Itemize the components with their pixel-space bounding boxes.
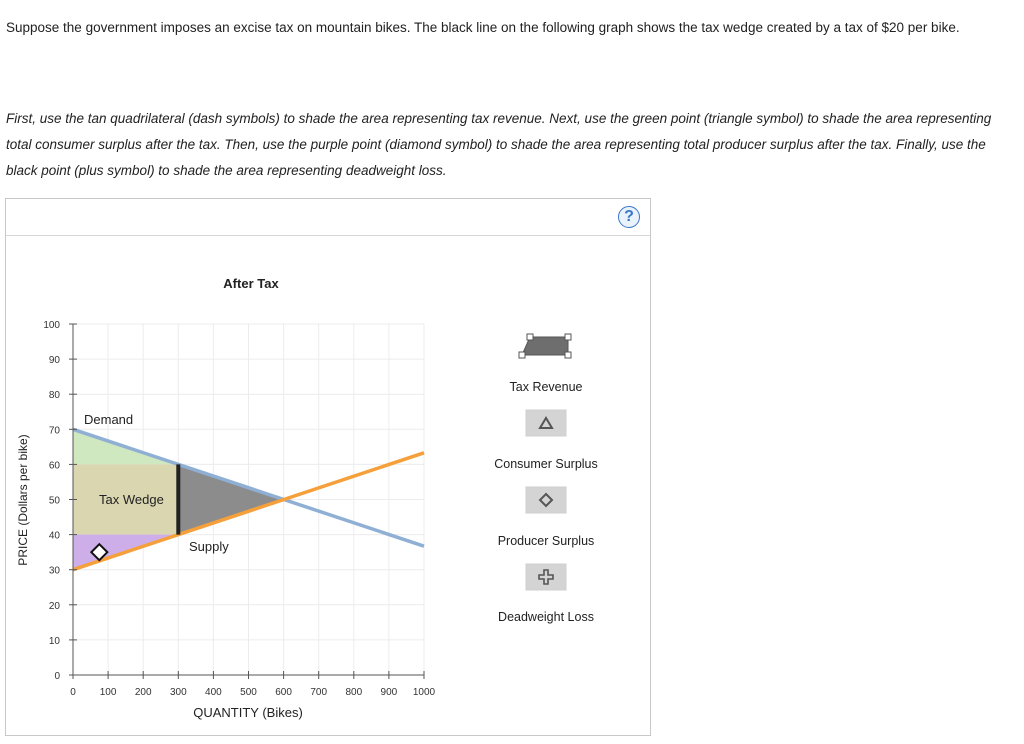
tool-producer-surplus[interactable] <box>498 487 595 548</box>
tool-label: Deadweight Loss <box>498 610 594 624</box>
tool-deadweight-loss[interactable] <box>498 564 594 624</box>
tool-label: Consumer Surplus <box>494 457 598 471</box>
vertex-handle-icon <box>565 352 571 358</box>
help-button[interactable]: ? <box>618 206 640 228</box>
tax-wedge-label: Tax Wedge <box>99 492 164 507</box>
tool-button-background <box>526 564 566 590</box>
x-tick-label: 1000 <box>412 687 436 698</box>
vertex-handle-icon <box>519 352 525 358</box>
y-tick-label: 50 <box>48 495 60 507</box>
tool-label: Producer Surplus <box>497 534 595 548</box>
tool-tax-revenue[interactable] <box>510 334 583 394</box>
x-axis-label: QUANTITY (Bikes) <box>193 705 303 720</box>
y-tick-label: 0 <box>54 671 60 682</box>
demand-label: Demand <box>84 412 134 427</box>
y-tick-label: 60 <box>48 460 60 472</box>
x-tick-label: 100 <box>99 687 117 698</box>
y-tick-label: 70 <box>48 425 60 437</box>
y-tick-label: 90 <box>48 355 60 367</box>
y-tick-label: 80 <box>48 390 60 402</box>
x-tick-label: 400 <box>205 687 222 698</box>
x-tick-label: 800 <box>345 687 363 698</box>
x-tick-label: 500 <box>240 687 257 698</box>
graph-canvas[interactable] <box>6 199 650 735</box>
y-tick-label: 100 <box>43 320 60 331</box>
x-tick-label: 200 <box>134 687 152 698</box>
deadweight-loss-area <box>178 464 283 534</box>
y-axis-label: PRICE (Dollars per bike) <box>16 434 30 566</box>
y-tick-label: 10 <box>48 635 60 647</box>
x-tick-label: 900 <box>380 687 398 698</box>
x-tick-label: 300 <box>169 687 187 698</box>
intro-text: Suppose the government imposes an excise tax on mountain bikes. The black line on the following graph shows the tax wedge created by a tax of $20 per bike. <box>6 20 960 35</box>
tool-label: Tax Revenue <box>509 380 583 394</box>
tool-palette <box>494 334 598 624</box>
tool-button-background <box>526 410 566 436</box>
chart-title: After Tax <box>223 276 279 291</box>
vertex-handle-icon <box>565 334 571 340</box>
tool-consumer-surplus[interactable] <box>494 410 598 471</box>
y-tick-label: 30 <box>48 565 60 577</box>
x-tick-label: 700 <box>310 687 328 698</box>
y-tick-label: 20 <box>48 600 60 612</box>
graph-panel <box>5 198 651 736</box>
supply-label: Supply <box>189 539 229 554</box>
x-tick-label: 600 <box>275 687 292 698</box>
vertex-handle-icon <box>527 334 533 340</box>
instructions-text: First, use the tan quadrilateral (dash symbols) to shade the area representing tax revenue. Next, use the green point (triangle symbol) to shade the area representing total consumer surplus after the tax. Then, use the purple point (diamond symbol) to shade the area representing total producer surplus after the tax. Finally, use the black point (plus symbol) to shade the area representing deadweight loss. <box>6 111 992 178</box>
x-tick-label: 0 <box>70 687 76 698</box>
tool-button-background <box>526 487 566 513</box>
y-tick-label: 40 <box>48 530 60 542</box>
